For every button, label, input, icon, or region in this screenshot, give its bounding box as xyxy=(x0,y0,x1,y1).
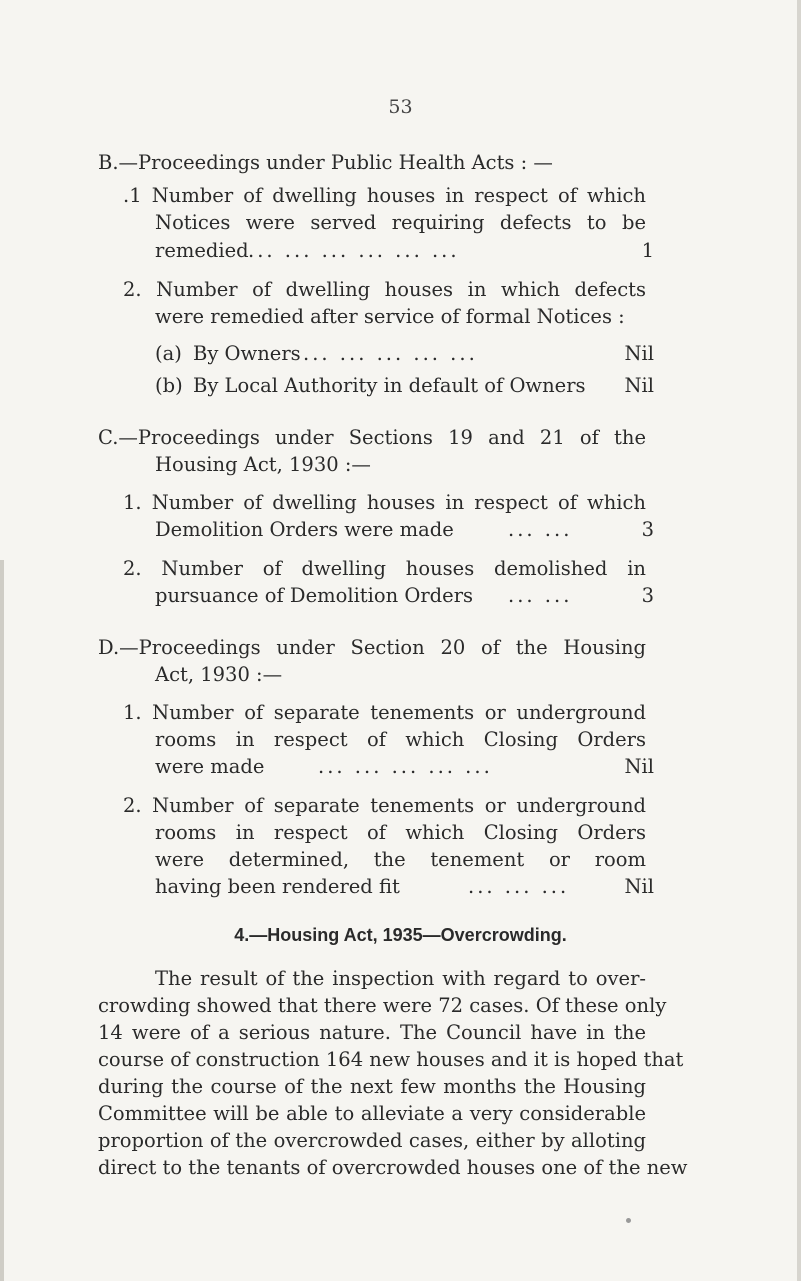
b-item1-leader: ... ... ... ... ... ... xyxy=(248,239,460,262)
b-item2-line1: 2. Number of dwelling houses in which defects xyxy=(123,278,646,301)
d-item1-line2: rooms in respect of which Closing Orders xyxy=(155,728,646,751)
d-item2-line3: were determined, the tenement or room xyxy=(155,848,646,871)
b-item1-value: 1 xyxy=(641,239,654,262)
section-d-heading-line1: D.—Proceedings under Section 20 of the Housing xyxy=(98,636,646,659)
c-item1-line1: 1. Number of dwelling houses in respect of which xyxy=(123,491,646,514)
b-item2-b-value: Nil xyxy=(624,374,654,397)
para-line: course of construction 164 new houses and it is hoped that xyxy=(98,1048,684,1071)
c-item1-leader: ... ... xyxy=(508,518,573,541)
page-edge-left xyxy=(0,560,4,1281)
d-item1-line3: were made xyxy=(155,755,265,778)
d-item2-leader: ... ... ... xyxy=(468,875,570,898)
b-item1-line3: remedied xyxy=(155,239,249,262)
para-line: 14 were of a serious nature. The Council have in the xyxy=(98,1021,646,1044)
page-edge-right xyxy=(797,0,801,1281)
c-item2-line1: 2. Number of dwelling houses demolished in xyxy=(123,557,646,580)
section-b-heading: B.—Proceedings under Public Health Acts : — xyxy=(98,151,553,174)
d-item1-leader: ... ... ... ... ... xyxy=(318,755,493,778)
b-item2-line2: were remedied after service of formal Notices : xyxy=(155,305,625,328)
c-item1-line2: Demolition Orders were made xyxy=(155,518,454,541)
b-item2-a-leader: ... ... ... ... ... xyxy=(303,342,478,365)
d-item2-line2: rooms in respect of which Closing Orders xyxy=(155,821,646,844)
b-item2-b-text: By Local Authority in default of Owners xyxy=(193,374,586,397)
section-d-heading-line2: Act, 1930 :— xyxy=(155,663,283,686)
c-item1-value: 3 xyxy=(641,518,654,541)
c-item2-line2: pursuance of Demolition Orders xyxy=(155,584,474,607)
d-item2-line1: 2. Number of separate tenements or underground xyxy=(123,794,646,817)
d-item1-line1: 1. Number of separate tenements or underground xyxy=(123,701,646,724)
para-line: during the course of the next few months the Housing xyxy=(98,1075,646,1098)
b-item2-a-text: By Owners xyxy=(193,342,301,365)
b-item1-line1: .1 Number of dwelling houses in respect of which xyxy=(123,184,646,207)
b-item2-a-value: Nil xyxy=(624,342,654,365)
section-4-heading: 4.—Housing Act, 1935—Overcrowding. xyxy=(234,925,567,945)
para-line: The result of the inspection with regard to over- xyxy=(155,967,646,990)
para-line: direct to the tenants of overcrowded houses one of the new xyxy=(98,1156,688,1179)
section-c-heading-line2: Housing Act, 1930 :— xyxy=(155,453,371,476)
page-number: 53 xyxy=(388,96,413,118)
section-c-heading-line1: C.—Proceedings under Sections 19 and 21 of the xyxy=(98,426,646,449)
d-item2-line4: having been rendered fit xyxy=(155,875,400,898)
b-item2-a-label: (a) xyxy=(155,342,182,365)
c-item2-leader: ... ... xyxy=(508,584,573,607)
ink-spot xyxy=(626,1218,631,1223)
b-item2-b-label: (b) xyxy=(155,374,183,397)
para-line: crowding showed that there were 72 cases. Of these only xyxy=(98,994,667,1017)
b-item1-line2: Notices were served requiring defects to be xyxy=(155,211,646,234)
d-item2-value: Nil xyxy=(624,875,654,898)
para-line: proportion of the overcrowded cases, either by alloting xyxy=(98,1129,646,1152)
d-item1-value: Nil xyxy=(624,755,654,778)
para-line: Committee will be able to alleviate a very considerable xyxy=(98,1102,646,1125)
c-item2-value: 3 xyxy=(641,584,654,607)
